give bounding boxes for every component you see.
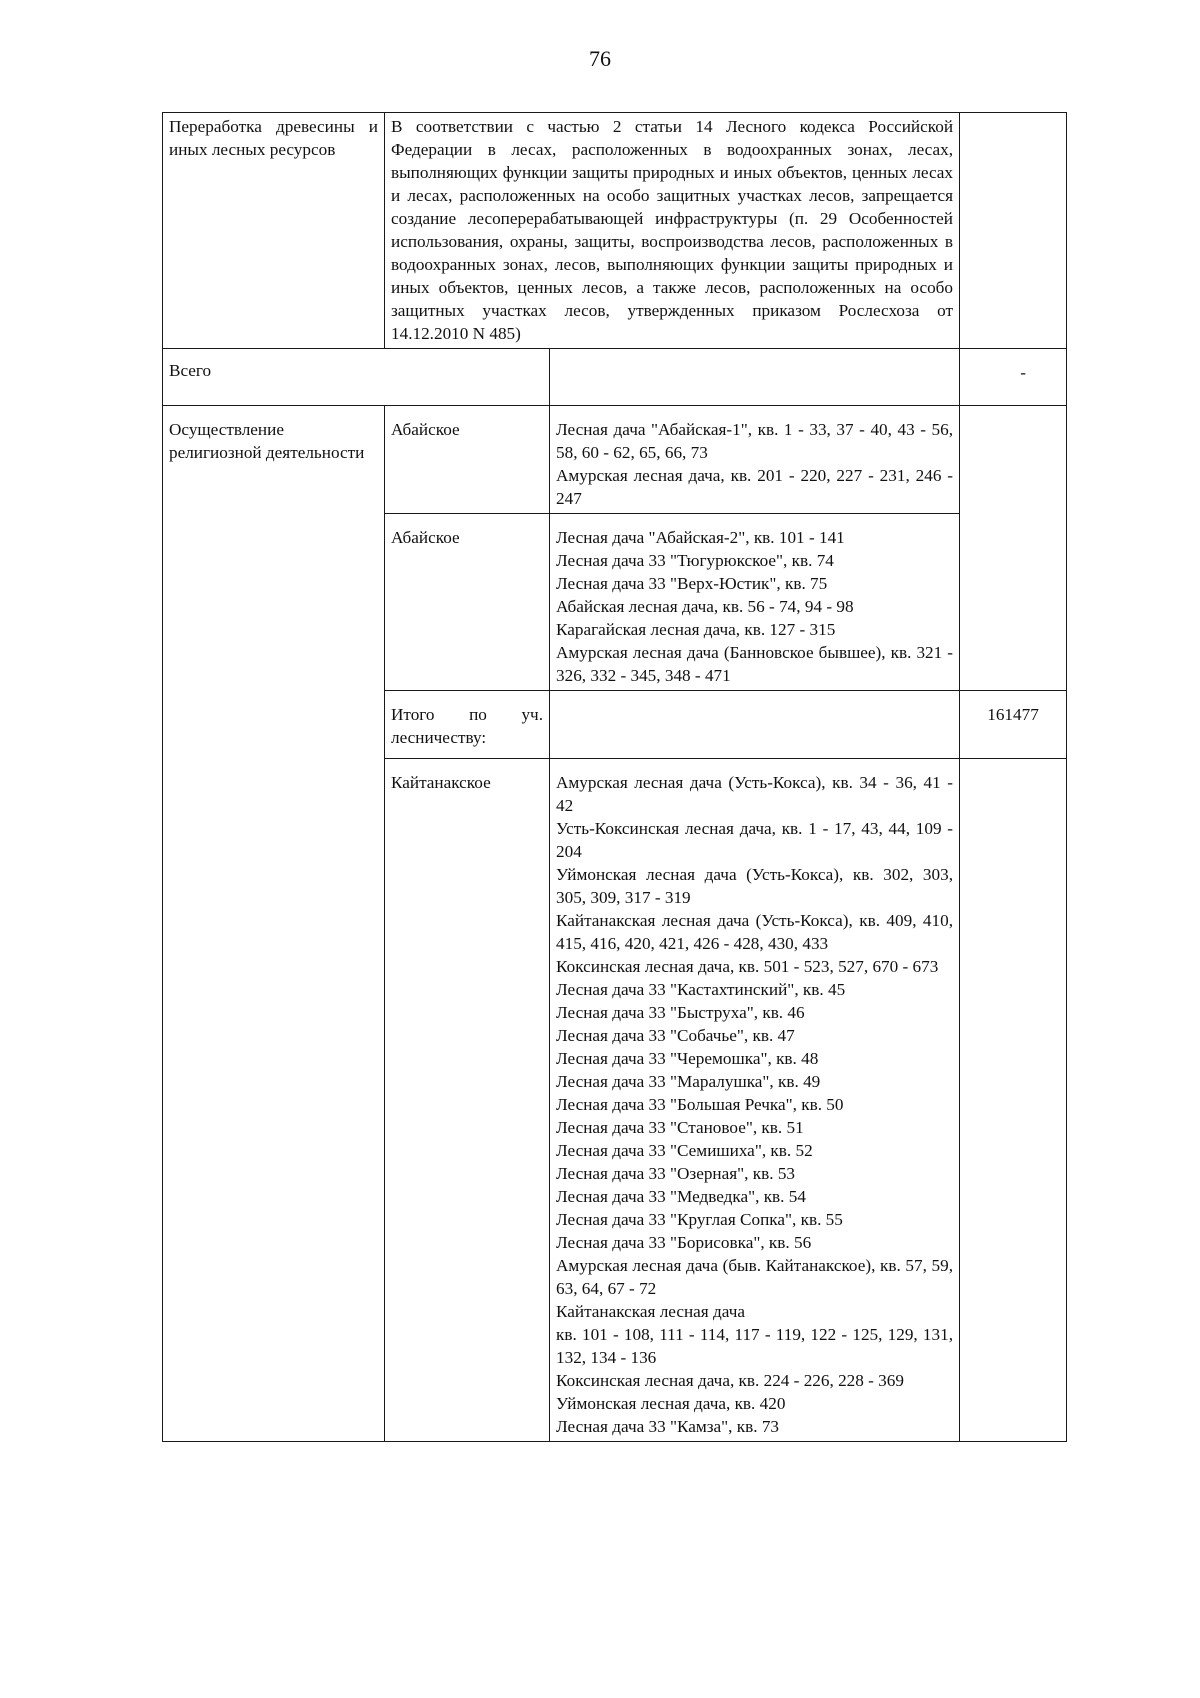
list-item: Лесная дача 33 "Верх-Юстик", кв. 75 <box>556 574 828 593</box>
list-item: Амурская лесная дача (быв. Кайтанакское), кв. 57, 59, 63, 64, 67 - 72 <box>556 1256 954 1298</box>
list-item: Амурская лесная дача, кв. 201 - 220, 227 - 231, 246 - 247 <box>556 466 954 508</box>
list-item: Амурская лесная дача (Усть-Кокса), кв. 34 - 36, 41 - 42 <box>556 773 954 815</box>
table-row-religious-1 <box>163 406 1067 514</box>
list-item: Амурская лесная дача (Банновское бывшее), кв. 321 - 326, 332 - 345, 348 - 471 <box>556 643 954 685</box>
list-item: Коксинская лесная дача, кв. 224 - 226, 228 - 369 <box>556 1371 904 1390</box>
area-value <box>960 759 1067 1442</box>
list-item: Лесная дача 33 "Медведка", кв. 54 <box>556 1187 806 1206</box>
processing-value <box>960 113 1067 349</box>
forestry-name: Кайтанакское <box>385 759 550 1442</box>
list-item: Лесная дача 33 "Озерная", кв. 53 <box>556 1164 796 1183</box>
list-item: Уймонская лесная дача (Усть-Кокса), кв. 302, 303, 305, 309, 317 - 319 <box>556 865 954 907</box>
quarters-list <box>550 514 960 691</box>
list-item: Лесная дача 33 "Быструха", кв. 46 <box>556 1003 805 1022</box>
list-item: Лесная дача 33 "Семишиха", кв. 52 <box>556 1141 813 1160</box>
list-item: Лесная дача "Абайская-1", кв. 1 - 33, 37 - 40, 43 - 56, 58, 60 - 62, 65, 66, 73 <box>556 420 954 462</box>
list-item: Абайская лесная дача, кв. 56 - 74, 94 - 98 <box>556 597 854 616</box>
list-item: Лесная дача 33 "Становое", кв. 51 <box>556 1118 804 1137</box>
list-item: Лесная дача 33 "Тюгурюкское", кв. 74 <box>556 551 834 570</box>
list-item: Лесная дача 33 "Круглая Сопка", кв. 55 <box>556 1210 843 1229</box>
list-item: Кайтанакская лесная дача (Усть-Кокса), кв. 409, 410, 415, 416, 420, 421, 426 - 428, 430, 433 <box>556 911 954 953</box>
list-item: Коксинская лесная дача, кв. 501 - 523, 527, 670 - 673 <box>556 957 939 976</box>
total-label: Всего <box>163 349 550 406</box>
list-item: Лесная дача 33 "Большая Речка", кв. 50 <box>556 1095 844 1114</box>
list-item: Кайтанакская лесная дача <box>556 1302 745 1321</box>
forestry-name: Абайское <box>385 514 550 691</box>
list-item: Лесная дача 33 "Кастахтинский", кв. 45 <box>556 980 846 999</box>
table-row-processing <box>163 113 1067 349</box>
list-item: Лесная дача 33 "Собачье", кв. 47 <box>556 1026 795 1045</box>
list-item: Лесная дача "Абайская-2", кв. 101 - 141 <box>556 528 845 547</box>
table-row-total <box>163 349 1067 406</box>
processing-restriction-text: В соответствии с частью 2 статьи 14 Лесного кодекса Российской Федерации в лесах, расположенных в водоохранных зонах, лесах, выполняющих функции защиты природных и иных объектов, ценных лесах и лесах, расположенных на особо защитных участках лесов, запрещается создание лесоперерабатывающей инфраструктуры (п. 29 Особенностей использования, охраны, защиты, воспроизводства лесов, расположенных в водоохранных зонах, лесов, выполняющих функции защиты природных и иных объектов, ценных лесов, а также лесов, расположенных на особо защитных участках лесов, утвержденных приказом Рослесхоза от 14.12.2010 N 485) <box>385 113 960 349</box>
list-item: Лесная дача 33 "Камза", кв. 73 <box>556 1417 780 1436</box>
forestry-name: Абайское <box>385 406 550 514</box>
forest-use-table <box>162 112 1067 1442</box>
activity-religious: Осуществление религиозной деятельности <box>163 406 385 1442</box>
total-value: - <box>960 349 1067 406</box>
quarters-list <box>550 406 960 514</box>
subtotal-label: Итого по уч. лесничеству: <box>385 691 550 759</box>
quarters-list <box>550 759 960 1442</box>
page-number: 76 <box>589 46 611 71</box>
list-item: Лесная дача 33 "Борисовка", кв. 56 <box>556 1233 812 1252</box>
list-item: кв. 101 - 108, 111 - 114, 117 - 119, 122 - 125, 129, 131, 132, 134 - 136 <box>556 1325 954 1367</box>
subtotal-description <box>550 691 960 759</box>
activity-processing: Переработка древесины и иных лесных ресурсов <box>163 113 385 349</box>
subtotal-value: 161477 <box>960 691 1067 759</box>
list-item: Уймонская лесная дача, кв. 420 <box>556 1394 786 1413</box>
list-item: Карагайская лесная дача, кв. 127 - 315 <box>556 620 836 639</box>
list-item: Усть-Коксинская лесная дача, кв. 1 - 17, 43, 44, 109 - 204 <box>556 819 954 861</box>
total-description <box>550 349 960 406</box>
area-value <box>960 406 1067 514</box>
list-item: Лесная дача 33 "Маралушка", кв. 49 <box>556 1072 821 1091</box>
list-item: Лесная дача 33 "Черемошка", кв. 48 <box>556 1049 819 1068</box>
area-value <box>960 514 1067 691</box>
